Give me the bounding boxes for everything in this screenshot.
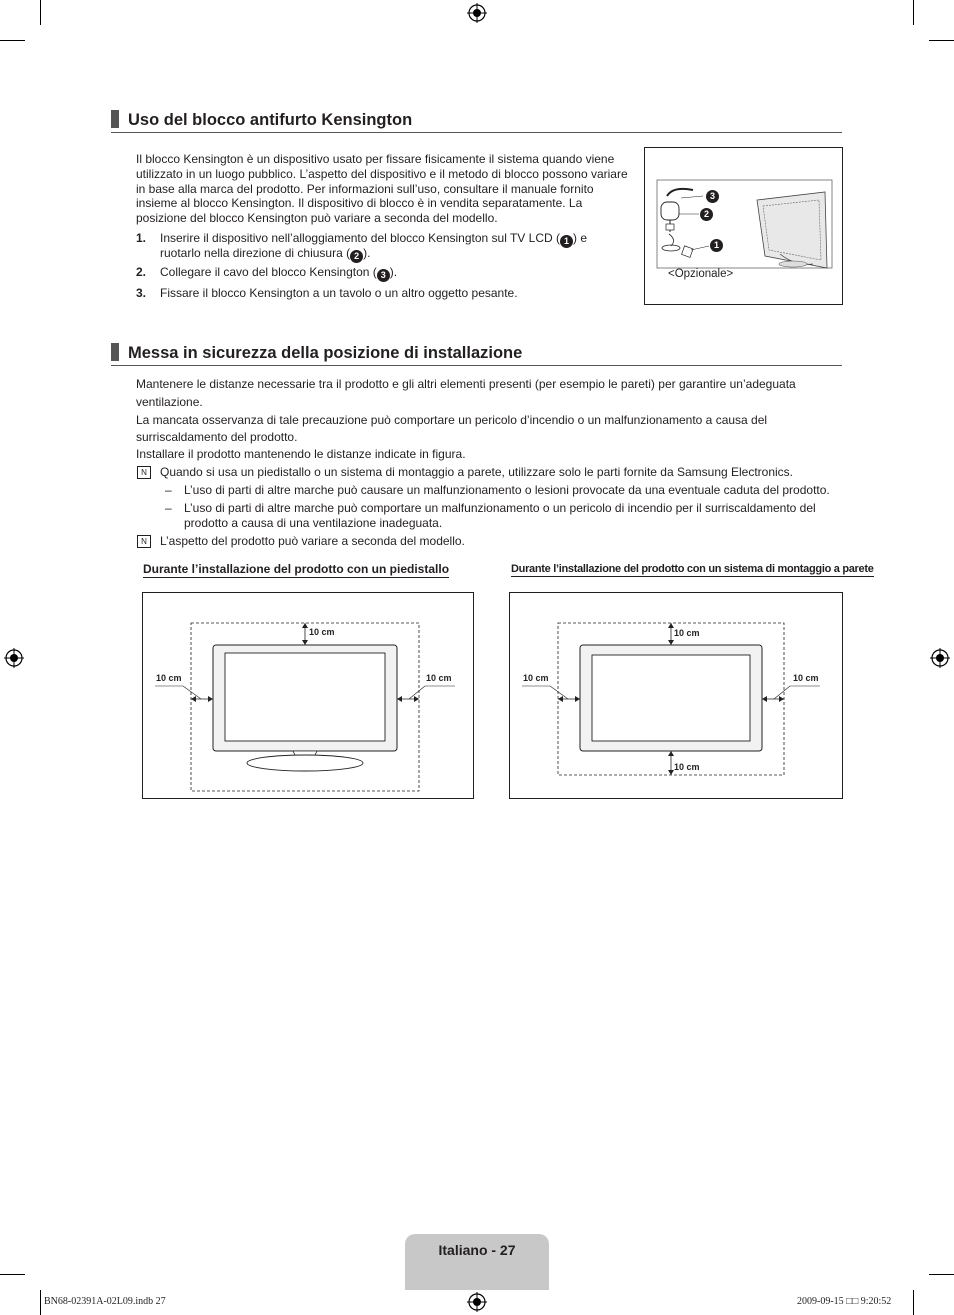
crop-mark xyxy=(0,40,25,41)
crop-mark xyxy=(929,1274,954,1275)
page-number: Italiano - 27 xyxy=(438,1242,516,1258)
wall-installation-title: Durante l’installazione del prodotto con un sistema di montaggio a parete xyxy=(511,563,874,575)
distance-left-label: 10 cm xyxy=(156,673,182,683)
marker-2-icon: 2 xyxy=(350,250,363,263)
distance-left-label: 10 cm xyxy=(523,673,549,683)
crop-mark xyxy=(40,1290,41,1315)
kensington-lock-illustration xyxy=(645,148,842,304)
stand-tv-illustration xyxy=(143,593,473,798)
figure-caption: <Opzionale> xyxy=(668,268,734,280)
crop-mark xyxy=(929,40,954,41)
heading-bar xyxy=(111,110,119,128)
installation-p2-line2: surriscaldamento del prodotto. xyxy=(136,430,298,444)
installation-p1-line1: Mantenere le distanze necessarie tra il prodotto e gli altri elementi presenti (per esempio le pareti) per garantire un’adeguata xyxy=(136,377,796,391)
stand-installation-diagram xyxy=(142,592,474,799)
installation-p2-line1: La mancata osservanza di tale precauzione può comportare un pericolo d’incendio o un malfunzionamento a causa del xyxy=(136,413,768,427)
marker-1-icon: 1 xyxy=(710,239,723,252)
distance-top-label: 10 cm xyxy=(309,627,335,637)
registration-mark-icon xyxy=(930,648,950,668)
marker-2-icon: 2 xyxy=(700,208,713,221)
distance-top-label: 10 cm xyxy=(674,628,700,638)
section-title-installation: Messa in sicurezza della posizione di installazione xyxy=(111,343,842,366)
registration-mark-icon xyxy=(467,3,487,23)
file-imprint: BN68-02391A-02L09.indb 27 xyxy=(44,1296,166,1307)
section-title-kensington: Uso del blocco antifurto Kensington xyxy=(111,110,842,133)
installation-p3: Installare il prodotto mantenendo le distanze indicate in figura. xyxy=(136,447,466,461)
dash-other-brands-1: L’uso di parti di altre marche può causare un malfunzionamento o lesioni provocate da una eventuale caduta del prodotto. xyxy=(184,483,830,497)
kensington-step-3: 3. Fissare il blocco Kensington a un tavolo o un altro oggetto pesante. xyxy=(136,286,518,300)
note-icon: N xyxy=(137,466,151,479)
timestamp-imprint: 2009-09-15 □□ 9:20:52 xyxy=(797,1296,892,1307)
note-icon: N xyxy=(137,535,151,548)
note-samsung-parts: Quando si usa un piedistallo o un sistema di montaggio a parete, utilizzare solo le parti fornite da Samsung Electronics. xyxy=(160,465,794,479)
installation-p1-line2: ventilazione. xyxy=(136,395,203,409)
crop-mark xyxy=(40,0,41,25)
dash-bullet: – xyxy=(165,483,172,497)
dash-bullet: – xyxy=(165,501,172,515)
crop-mark xyxy=(913,1290,914,1315)
wall-installation-diagram xyxy=(509,592,843,799)
distance-right-label: 10 cm xyxy=(426,673,452,683)
marker-3-icon: 3 xyxy=(706,190,719,203)
registration-mark-icon xyxy=(467,1292,487,1312)
crop-mark xyxy=(0,1274,25,1275)
marker-1-icon: 1 xyxy=(560,235,573,248)
distance-bottom-label: 10 cm xyxy=(674,762,700,772)
heading-bar xyxy=(111,343,119,361)
registration-mark-icon xyxy=(4,648,24,668)
distance-right-label: 10 cm xyxy=(793,673,819,683)
dash-other-brands-2-line1: L’uso di parti di altre marche può comportare un malfunzionamento o un pericolo di incendio per il surriscaldamento del xyxy=(184,501,816,515)
dash-other-brands-2-line2: prodotto a causa di una ventilazione inadeguata. xyxy=(184,516,443,530)
crop-mark xyxy=(913,0,914,25)
kensington-figure xyxy=(644,147,843,305)
kensington-step-2: 2. Collegare il cavo del blocco Kensington ( 3 ). xyxy=(136,265,398,280)
stand-installation-title: Durante l’installazione del prodotto con un piedistallo xyxy=(143,562,450,576)
kensington-intro: Il blocco Kensington è un dispositivo usato per fissare fisicamente il sistema quando viene utilizzato in un luogo pubblico. L’aspetto del dispositivo e il metodo di blocco possono variare in base alla marca del prodotto. Per informazioni sull’uso, consultare il manuale fornito insieme al blocco Kensington. Il dispositivo di blocco è in vendita separatamente. La posizione del blocco Kensington può variare a seconda del modello. xyxy=(136,152,628,226)
note-appearance: L’aspetto del prodotto può variare a seconda del modello. xyxy=(160,534,465,548)
marker-3-icon: 3 xyxy=(377,269,390,282)
kensington-step-1: 1. Inserire il dispositivo nell’alloggiamento del blocco Kensington sul TV LCD ( 1 ) e ruotarlo nella direzione di chiusura ( 2 ). xyxy=(136,231,587,261)
